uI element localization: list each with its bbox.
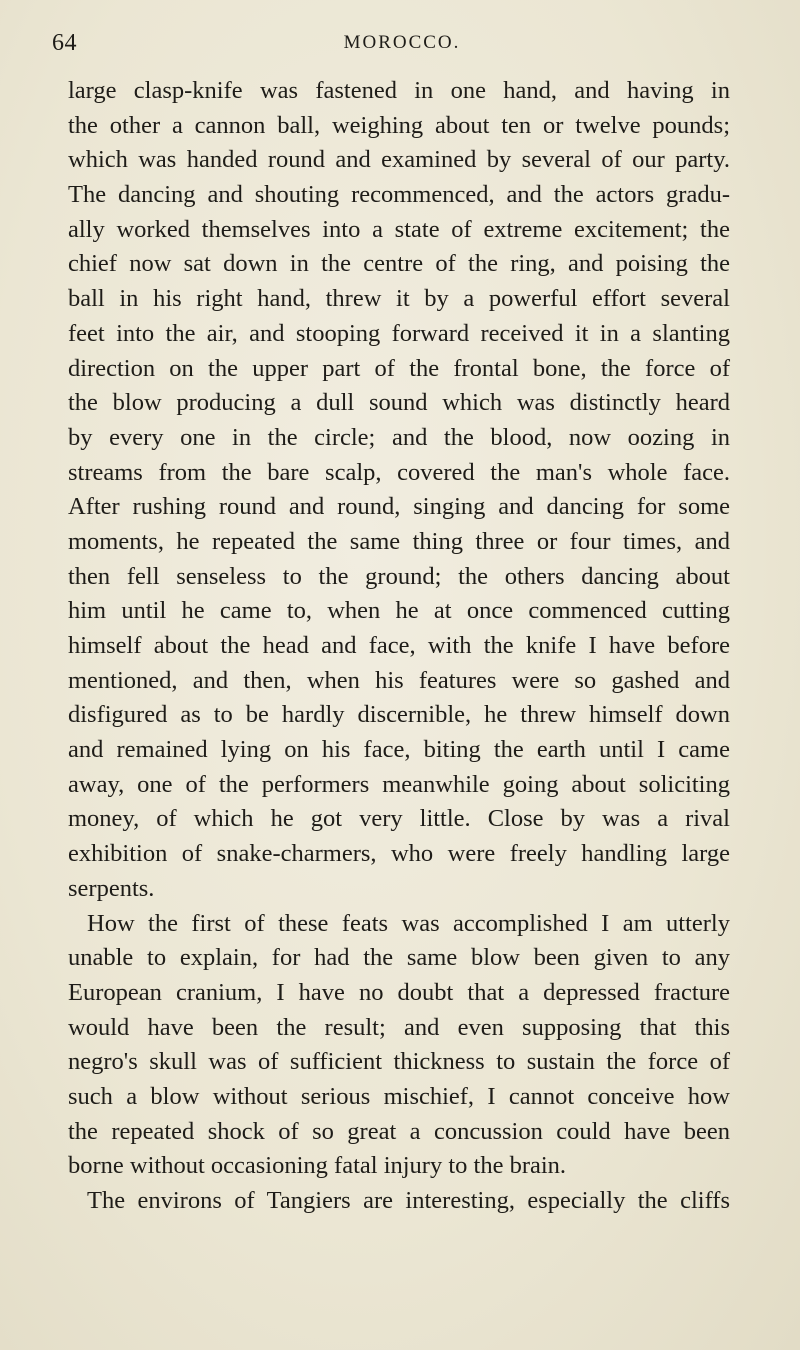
text-line: which was handed round and examined by several of our party.: [68, 146, 730, 174]
page-header: [52, 30, 752, 60]
text-line: exhibition of snake-charmers, who were freely handling large: [68, 840, 730, 868]
text-line: After rushing round and round, singing and dancing for some: [68, 493, 730, 521]
text-line: The dancing and shouting recommenced, and the actors gradu-: [68, 181, 730, 209]
text-line: such a blow without serious mischief, I cannot conceive how: [68, 1082, 730, 1110]
paragraph-end-line: serpents.: [68, 874, 155, 902]
paragraph-end-line: borne without occasioning fatal injury to the brain.: [68, 1152, 567, 1180]
body-text: [68, 74, 730, 1219]
text-line: negro's skull was of sufficient thickness to sustain the force of: [68, 1048, 730, 1076]
text-line: European cranium, I have no doubt that a depressed fracture: [68, 978, 730, 1006]
text-line: large clasp-knife was fastened in one hand, and having in: [68, 77, 730, 104]
text-line: the other a cannon ball, weighing about ten or twelve pounds;: [68, 111, 730, 139]
paragraph-start-line: The environs of Tangiers are interesting, especially the cliffs: [87, 1187, 730, 1214]
text-line: himself about the head and face, with the knife I have before: [68, 632, 730, 659]
text-line: direction on the upper part of the frontal bone, the force of: [68, 354, 730, 382]
text-line: ball in his right hand, threw it by a powerful effort several: [68, 285, 730, 313]
text-line: away, one of the performers meanwhile going about soliciting: [68, 770, 730, 798]
text-line: the blow producing a dull sound which was distinctly heard: [68, 389, 730, 417]
text-line: by every one in the circle; and the blood, now oozing in: [68, 423, 730, 451]
text-line: ally worked themselves into a state of extreme excitement; the: [68, 215, 730, 243]
text-line: the repeated shock of so great a concussion could have been: [68, 1117, 730, 1145]
text-line: would have been the result; and even supposing that this: [68, 1013, 730, 1041]
text-line: him until he came to, when he at once commenced cutting: [68, 597, 730, 625]
text-line: disfigured as to be hardly discernible, he threw himself down: [68, 701, 730, 729]
text-line: mentioned, and then, when his features were so gashed and: [68, 666, 730, 694]
text-line: moments, he repeated the same thing three or four times, and: [68, 527, 730, 555]
text-line: money, of which he got very little. Close by was a rival: [68, 805, 730, 833]
text-line: then fell senseless to the ground; the others dancing about: [68, 562, 730, 590]
text-line: streams from the bare scalp, covered the man's whole face.: [68, 458, 730, 486]
paragraph-start-line: How the first of these feats was accomplished I am utterly: [87, 909, 730, 937]
text-line: and remained lying on his face, biting the earth until I came: [68, 736, 730, 764]
page-number: 64: [52, 30, 77, 56]
running-head: MOROCCO.: [343, 32, 461, 53]
text-line: feet into the air, and stooping forward received it in a slanting: [68, 319, 730, 347]
text-line: chief now sat down in the centre of the ring, and poising the: [68, 250, 730, 278]
text-line: unable to explain, for had the same blow been given to any: [68, 944, 730, 972]
